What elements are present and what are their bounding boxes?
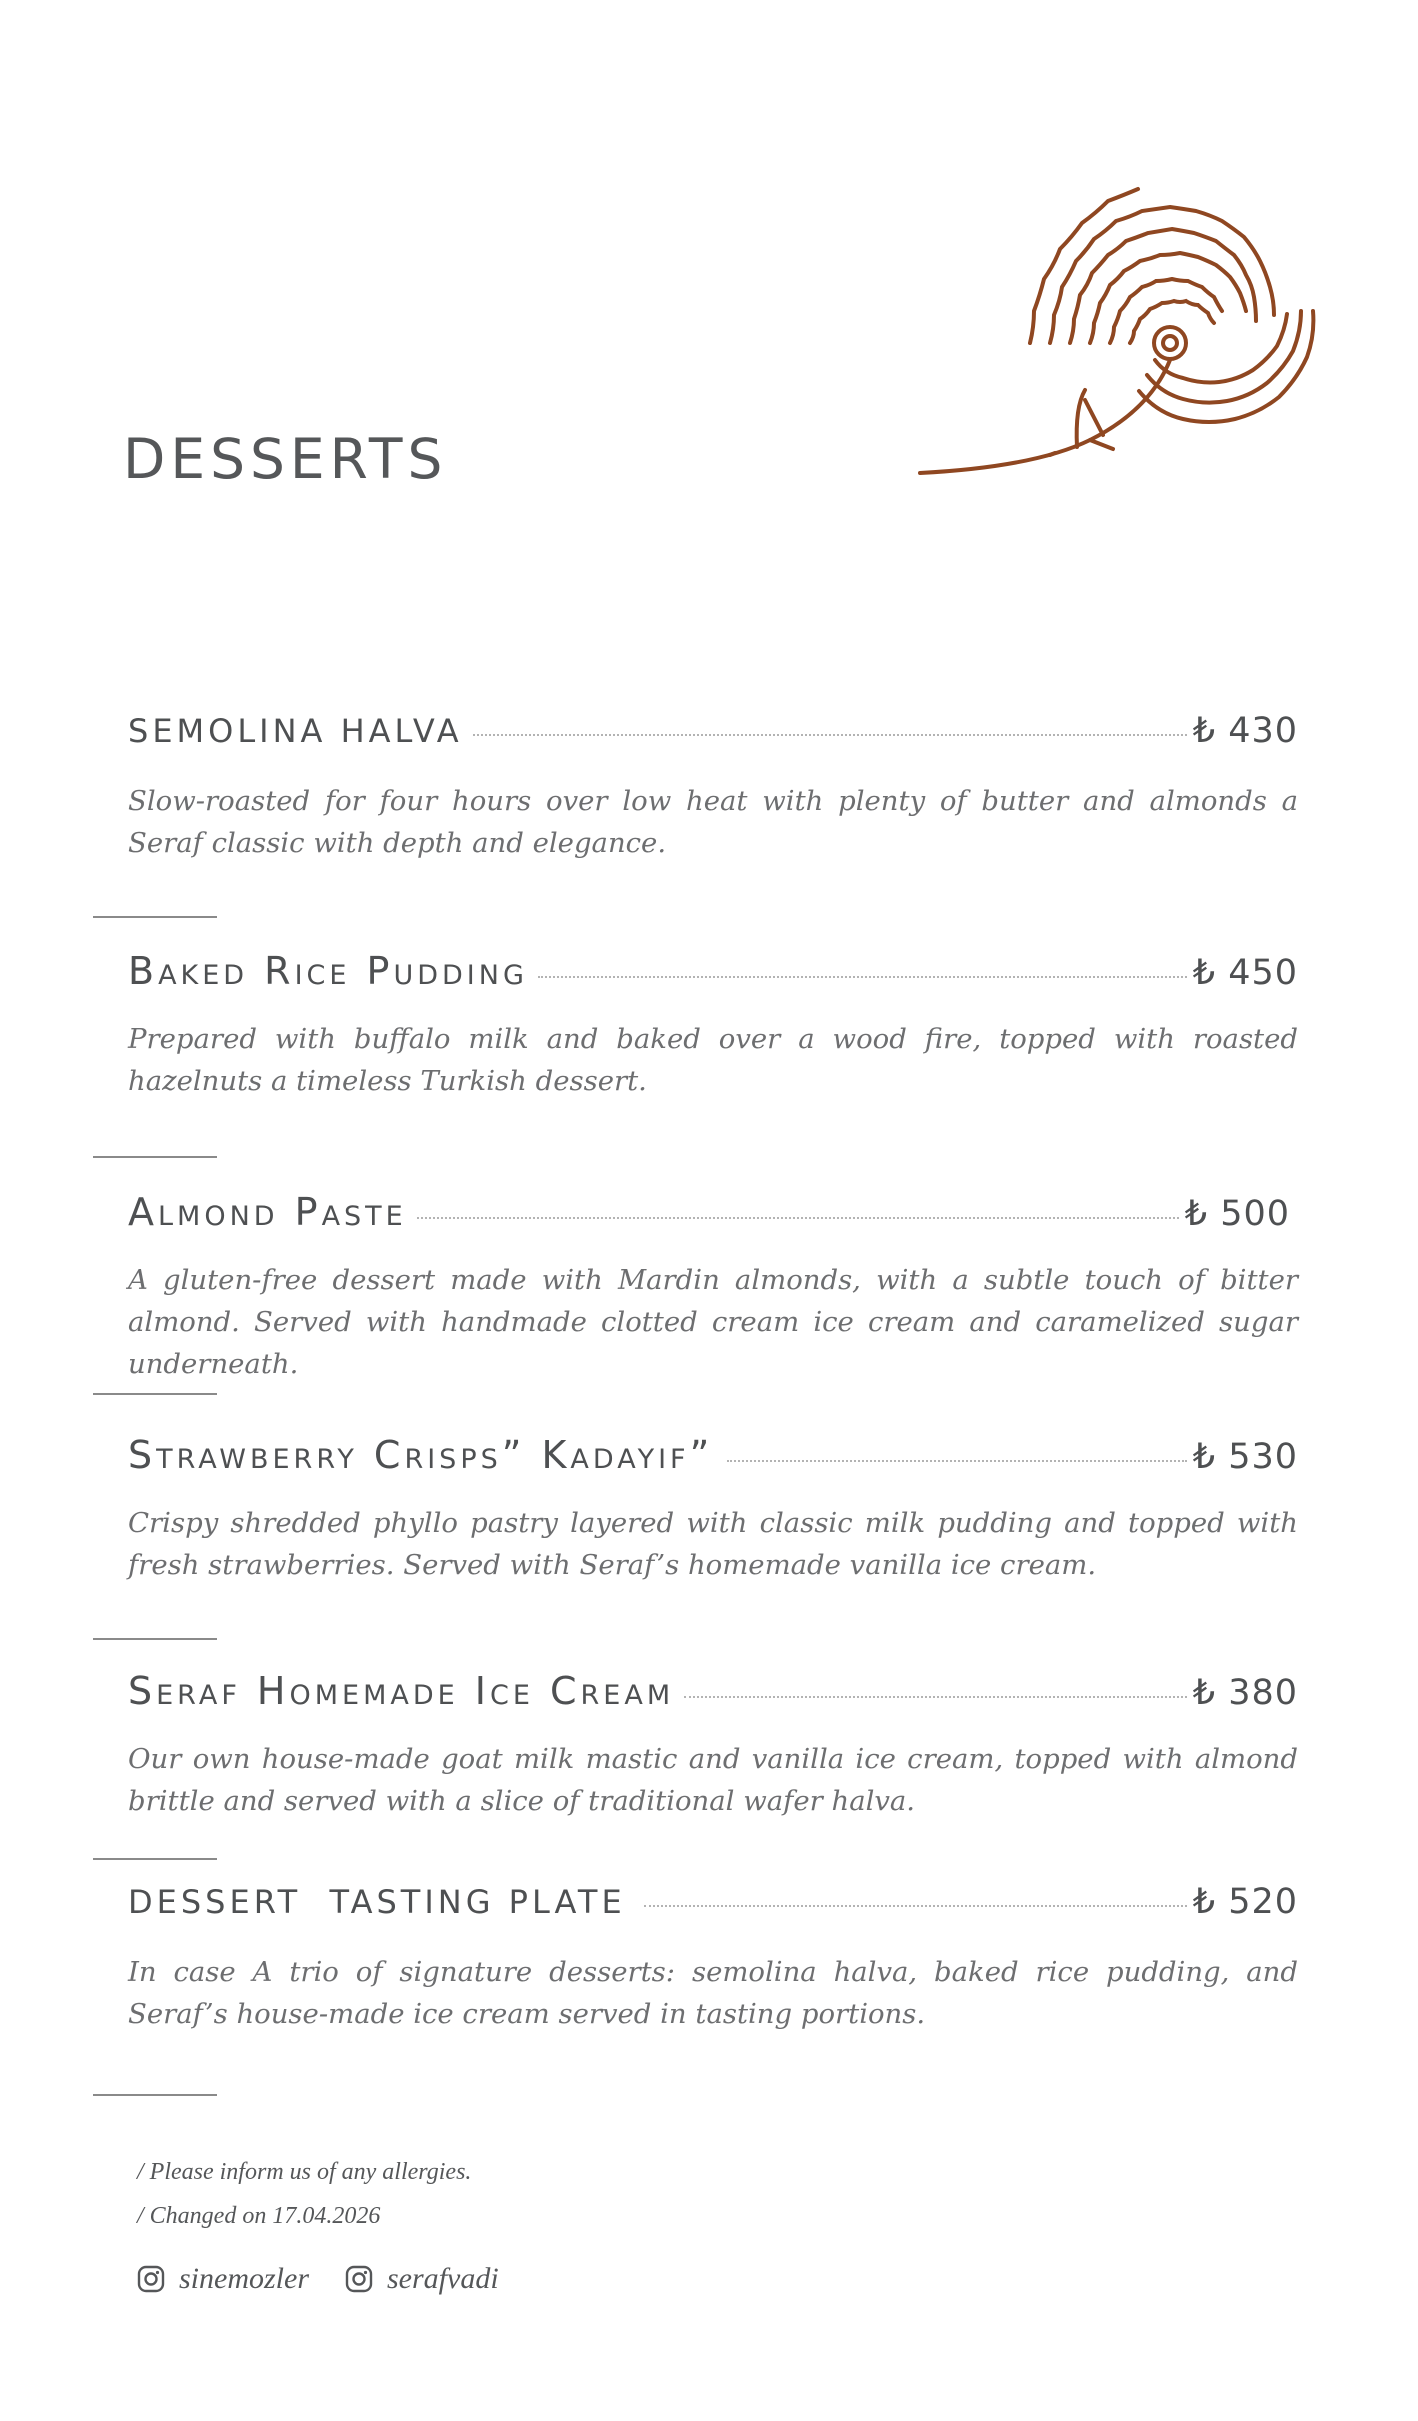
dot-leader [644,1905,1187,1907]
item-price: ₺ 430 [1192,711,1298,751]
item-price: ₺ 500 [1184,1194,1290,1234]
dot-leader [538,976,1187,978]
item-description: Prepared with buffalo milk and baked over a wood fire, topped with roasted hazelnuts a timeless Turkish dessert. [128,1023,1298,1097]
item-description: A gluten-free dessert made with Mardin almonds, with a subtle touch of bitter almond. Served with handmade clotted cream ice cream and caramelized sugar underneath. [128,1264,1298,1380]
instagram-icon [345,2265,373,2293]
changed-date-note: / Changed on 17.04.2026 [137,2203,381,2229]
dot-leader [727,1460,1187,1462]
item-description: Crispy shredded phyllo pastry layered with classic milk pudding and topped with fresh strawberries. Served with Seraf’s homemade vanilla ice cream. [128,1507,1298,1581]
social-handle: serafvadi [387,2262,499,2295]
page-title: DESSERTS [123,427,448,491]
item-description: Slow-roasted for four hours over low heat with plenty of butter and almonds a Seraf classic with depth and elegance. [128,785,1298,859]
item-description: Our own house-made goat milk mastic and vanilla ice cream, topped with almond brittle and served with a slice of traditional wafer halva. [128,1743,1298,1817]
item-divider [93,2094,217,2096]
dot-leader [473,734,1187,736]
social-link-sinemozler[interactable] [137,2262,309,2296]
item-name: Almond Paste [128,1190,407,1234]
item-price: ₺ 380 [1192,1673,1298,1713]
dot-leader [417,1217,1179,1219]
footer-notes [137,2150,471,2238]
item-divider [93,1393,217,1395]
menu-item [128,1433,1298,1586]
social-links [137,2262,535,2296]
allergy-note: / Please inform us of any allergies. [137,2159,472,2185]
item-price: ₺ 520 [1192,1882,1298,1922]
item-name: Strawberry Crisps” Kadayif” [128,1433,714,1477]
menu-item [128,1190,1298,1385]
item-name: Baked Rice Pudding [128,949,528,993]
item-divider [93,1858,217,1860]
social-handle: sinemozler [179,2262,309,2295]
item-divider [93,1638,217,1640]
menu-item [128,949,1298,1102]
menu-item [128,1669,1298,1822]
item-price: ₺ 450 [1192,953,1298,993]
item-name: Seraf Homemade Ice Cream [128,1669,675,1713]
item-price: ₺ 530 [1192,1437,1298,1477]
item-name: DESSERT TASTING PLATE [128,1883,626,1921]
instagram-icon [137,2265,165,2293]
menu-item [128,711,1298,864]
item-name: SEMOLINA HALVA [128,712,463,750]
leaf-logo-icon [915,185,1335,485]
item-description: In case A trio of signature desserts: semolina halva, baked rice pudding, and Seraf’s house-made ice cream served in tasting portions. [128,1956,1298,2030]
dot-leader [684,1696,1187,1698]
social-link-serafvadi[interactable] [345,2262,499,2296]
item-divider [93,1156,217,1158]
menu-item [128,1882,1298,2035]
item-divider [93,916,217,918]
